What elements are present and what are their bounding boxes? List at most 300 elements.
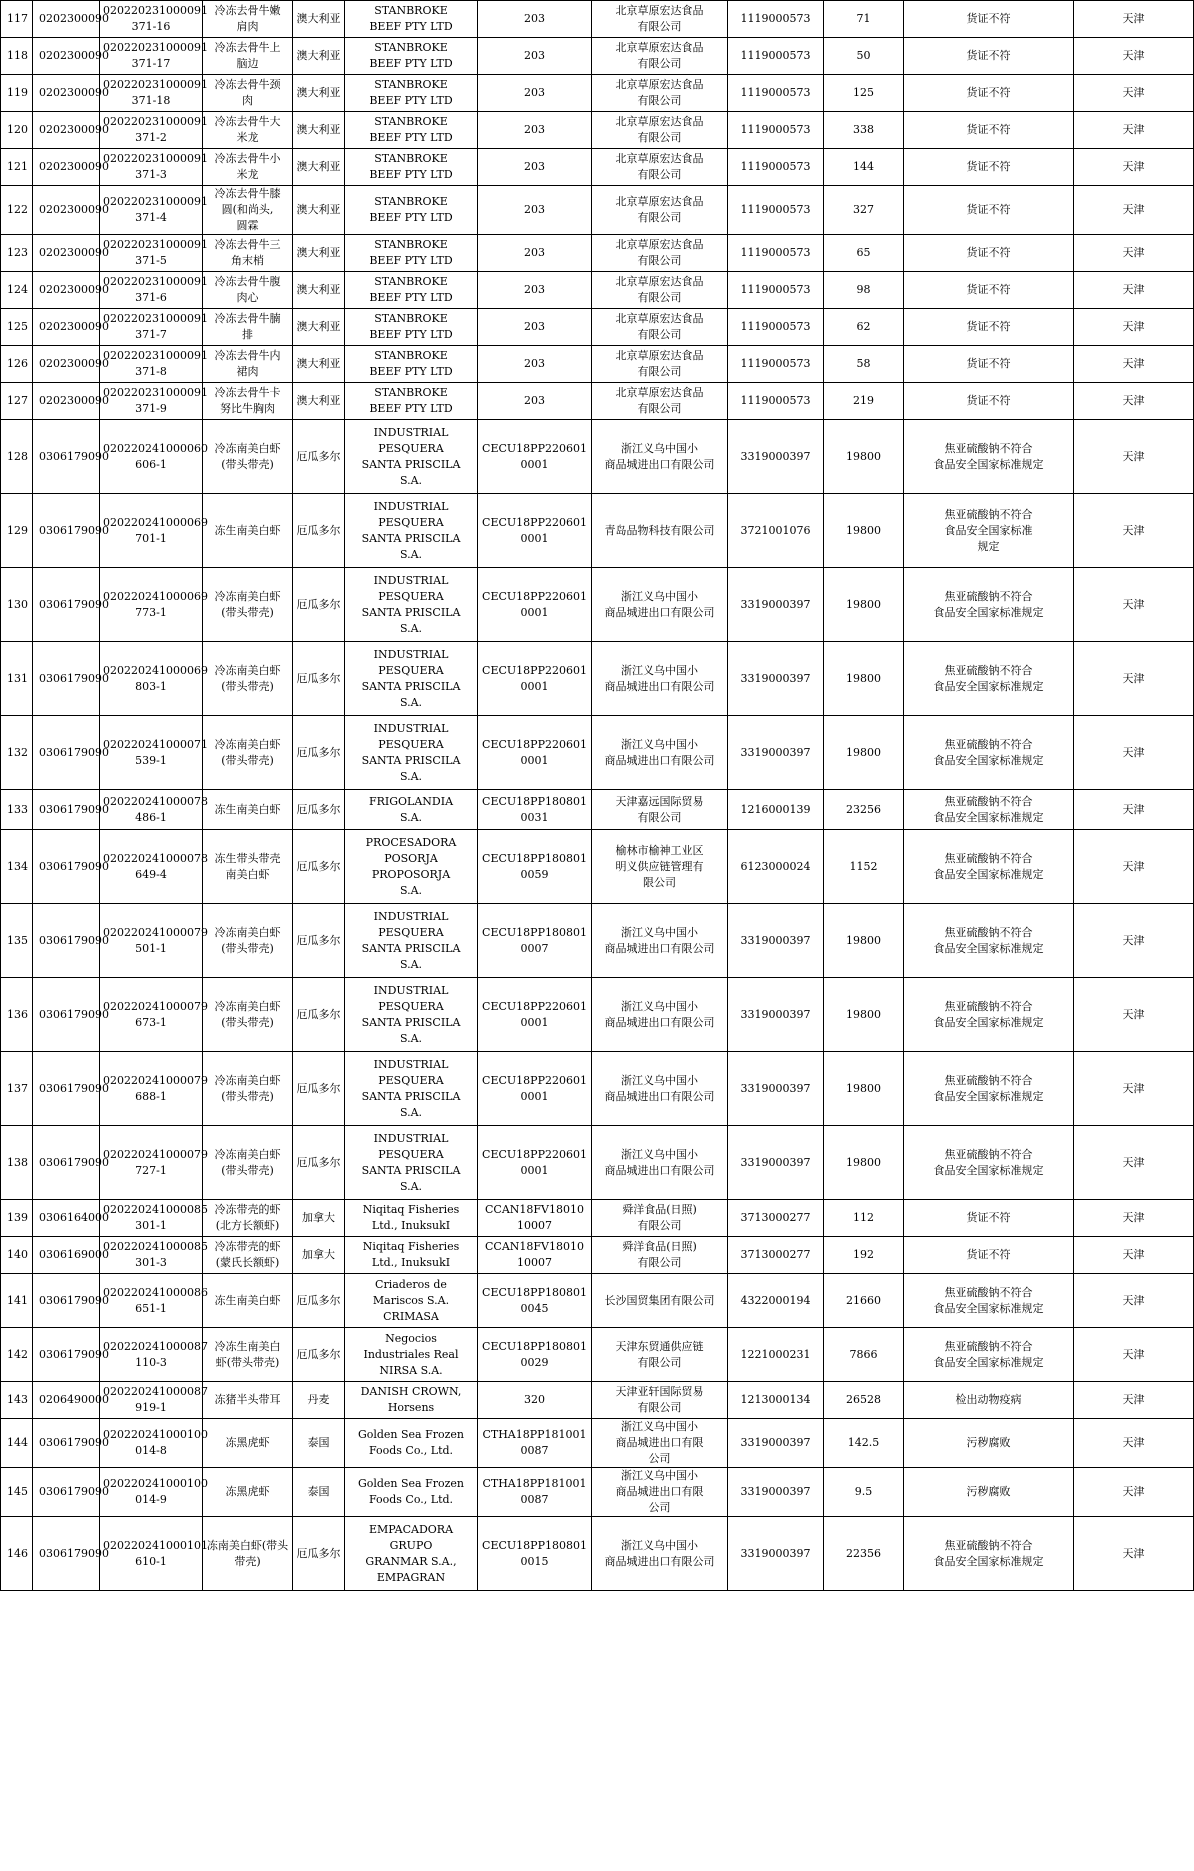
table-row [1,1328,1194,1382]
cell-manufacturer: INDUSTRIAL PESQUERA SANTA PRISCILA S.A. [345,642,478,716]
cell-manufacturer: Criaderos de Mariscos S.A. CRIMASA [345,1274,478,1328]
cell-port: 天津 [1074,383,1194,420]
cell-row-number: 129 [1,494,33,568]
cell-reason: 货证不符 [904,1237,1074,1274]
cell-origin-country: 厄瓜多尔 [293,568,345,642]
cell-importer-code: 4322000194 [728,1274,824,1328]
cell-importer-code: 1213000134 [728,1382,824,1419]
cell-port: 天津 [1074,494,1194,568]
cell-registration-number: CECU18PP220601 0001 [478,1052,592,1126]
table-row [1,420,1194,494]
cell-importer: 北京草原宏达食品 有限公司 [592,272,728,309]
cell-declaration-number: 020220231000091 371-3 [100,149,203,186]
cell-manufacturer: Negocios Industriales Real NIRSA S.A. [345,1328,478,1382]
cell-hs-code: 0202300090 [33,309,100,346]
table-row [1,75,1194,112]
cell-registration-number: CCAN18FV18010 10007 [478,1200,592,1237]
cell-origin-country: 厄瓜多尔 [293,494,345,568]
cell-product-name: 冷冻去骨牛卡 努比牛胸肉 [203,383,293,420]
cell-importer-code: 1221000231 [728,1328,824,1382]
cell-reason: 货证不符 [904,186,1074,235]
cell-registration-number: 203 [478,309,592,346]
cell-origin-country: 澳大利亚 [293,112,345,149]
cell-port: 天津 [1074,1,1194,38]
cell-reason: 货证不符 [904,112,1074,149]
cell-port: 天津 [1074,830,1194,904]
cell-manufacturer: INDUSTRIAL PESQUERA SANTA PRISCILA S.A. [345,568,478,642]
cell-importer: 北京草原宏达食品 有限公司 [592,112,728,149]
cell-importer-code: 1119000573 [728,75,824,112]
cell-declaration-number: 020220241000079 501-1 [100,904,203,978]
cell-origin-country: 加拿大 [293,1237,345,1274]
cell-importer: 浙江义乌中国小 商品城进出口有限 公司 [592,1468,728,1517]
cell-registration-number: 203 [478,235,592,272]
table-row [1,38,1194,75]
cell-port: 天津 [1074,75,1194,112]
cell-hs-code: 0306179090 [33,1052,100,1126]
cell-importer: 天津东贸通供应链 有限公司 [592,1328,728,1382]
cell-row-number: 145 [1,1468,33,1517]
cell-origin-country: 澳大利亚 [293,309,345,346]
cell-port: 天津 [1074,904,1194,978]
cell-weight: 19800 [824,420,904,494]
table-row [1,1126,1194,1200]
cell-weight: 19800 [824,716,904,790]
cell-reason: 焦亚硫酸钠不符合 食品安全国家标准规定 [904,1052,1074,1126]
cell-hs-code: 0206490000 [33,1382,100,1419]
cell-hs-code: 0202300090 [33,235,100,272]
cell-origin-country: 厄瓜多尔 [293,420,345,494]
cell-product-name: 冷冻去骨牛小 米龙 [203,149,293,186]
cell-declaration-number: 020220231000091 371-2 [100,112,203,149]
cell-weight: 65 [824,235,904,272]
cell-row-number: 126 [1,346,33,383]
cell-origin-country: 澳大利亚 [293,346,345,383]
cell-registration-number: CECU18PP220601 0001 [478,716,592,790]
cell-product-name: 冷冻南美白虾 (带头带壳) [203,1052,293,1126]
cell-registration-number: CECU18PP180801 0031 [478,790,592,830]
cell-origin-country: 厄瓜多尔 [293,1328,345,1382]
cell-weight: 58 [824,346,904,383]
cell-registration-number: 203 [478,112,592,149]
cell-importer: 舜洋食品(日照) 有限公司 [592,1200,728,1237]
cell-hs-code: 0202300090 [33,112,100,149]
cell-origin-country: 厄瓜多尔 [293,904,345,978]
cell-weight: 219 [824,383,904,420]
cell-manufacturer: STANBROKE BEEF PTY LTD [345,1,478,38]
cell-importer-code: 3319000397 [728,904,824,978]
cell-declaration-number: 020220241000087 919-1 [100,1382,203,1419]
cell-weight: 19800 [824,978,904,1052]
cell-origin-country: 澳大利亚 [293,235,345,272]
cell-product-name: 冷冻南美白虾 (带头带壳) [203,420,293,494]
cell-reason: 焦亚硫酸钠不符合 食品安全国家标准规定 [904,642,1074,716]
cell-manufacturer: DANISH CROWN, Horsens [345,1382,478,1419]
cell-weight: 19800 [824,568,904,642]
cell-hs-code: 0202300090 [33,272,100,309]
table-row [1,383,1194,420]
cell-manufacturer: STANBROKE BEEF PTY LTD [345,235,478,272]
cell-importer: 北京草原宏达食品 有限公司 [592,1,728,38]
cell-manufacturer: INDUSTRIAL PESQUERA SANTA PRISCILA S.A. [345,494,478,568]
cell-row-number: 139 [1,1200,33,1237]
cell-importer: 北京草原宏达食品 有限公司 [592,235,728,272]
cell-origin-country: 厄瓜多尔 [293,790,345,830]
table-row [1,978,1194,1052]
cell-weight: 327 [824,186,904,235]
cell-importer-code: 3319000397 [728,1419,824,1468]
cell-reason: 焦亚硫酸钠不符合 食品安全国家标准规定 [904,568,1074,642]
cell-declaration-number: 020220231000091 371-5 [100,235,203,272]
cell-reason: 焦亚硫酸钠不符合 食品安全国家标准规定 [904,904,1074,978]
cell-registration-number: 320 [478,1382,592,1419]
cell-port: 天津 [1074,1126,1194,1200]
cell-weight: 19800 [824,904,904,978]
cell-manufacturer: FRIGOLANDIA S.A. [345,790,478,830]
cell-weight: 338 [824,112,904,149]
cell-manufacturer: Niqitaq Fisheries Ltd., InuksukI [345,1200,478,1237]
cell-manufacturer: Golden Sea Frozen Foods Co., Ltd. [345,1419,478,1468]
cell-manufacturer: Golden Sea Frozen Foods Co., Ltd. [345,1468,478,1517]
cell-declaration-number: 020220241000078 486-1 [100,790,203,830]
table-row [1,494,1194,568]
cell-row-number: 140 [1,1237,33,1274]
cell-port: 天津 [1074,272,1194,309]
cell-importer: 浙江义乌中国小 商品城进出口有限公司 [592,642,728,716]
cell-hs-code: 0306179090 [33,716,100,790]
cell-port: 天津 [1074,1274,1194,1328]
cell-weight: 19800 [824,1052,904,1126]
cell-declaration-number: 020220241000085 301-3 [100,1237,203,1274]
cell-product-name: 冻猪半头带耳 [203,1382,293,1419]
cell-declaration-number: 020220231000091 371-4 [100,186,203,235]
cell-product-name: 冻生南美白虾 [203,1274,293,1328]
cell-registration-number: CECU18PP220601 0001 [478,494,592,568]
cell-manufacturer: STANBROKE BEEF PTY LTD [345,149,478,186]
cell-port: 天津 [1074,186,1194,235]
cell-registration-number: CTHA18PP181001 0087 [478,1419,592,1468]
cell-hs-code: 0202300090 [33,1,100,38]
cell-registration-number: CECU18PP180801 0059 [478,830,592,904]
cell-weight: 26528 [824,1382,904,1419]
cell-port: 天津 [1074,112,1194,149]
cell-hs-code: 0306179090 [33,1328,100,1382]
cell-registration-number: CECU18PP220601 0001 [478,978,592,1052]
cell-row-number: 121 [1,149,33,186]
cell-importer: 浙江义乌中国小 商品城进出口有限公司 [592,420,728,494]
cell-registration-number: CECU18PP220601 0001 [478,420,592,494]
cell-row-number: 144 [1,1419,33,1468]
cell-manufacturer: PROCESADORA POSORJA PROPOSORJA S.A. [345,830,478,904]
cell-row-number: 127 [1,383,33,420]
table-row [1,235,1194,272]
cell-importer-code: 1119000573 [728,112,824,149]
cell-reason: 焦亚硫酸钠不符合 食品安全国家标准规定 [904,1328,1074,1382]
cell-weight: 144 [824,149,904,186]
cell-declaration-number: 020220241000069 773-1 [100,568,203,642]
cell-row-number: 138 [1,1126,33,1200]
cell-registration-number: CCAN18FV18010 10007 [478,1237,592,1274]
cell-row-number: 136 [1,978,33,1052]
cell-hs-code: 0202300090 [33,186,100,235]
cell-origin-country: 厄瓜多尔 [293,716,345,790]
cell-weight: 19800 [824,642,904,716]
cell-product-name: 冻南美白虾(带头 带壳) [203,1517,293,1591]
cell-weight: 9.5 [824,1468,904,1517]
cell-hs-code: 0306179090 [33,1468,100,1517]
cell-port: 天津 [1074,1382,1194,1419]
cell-row-number: 125 [1,309,33,346]
table-row [1,1,1194,38]
cell-product-name: 冷冻去骨牛上 脑边 [203,38,293,75]
cell-product-name: 冻生南美白虾 [203,494,293,568]
cell-importer: 浙江义乌中国小 商品城进出口有限公司 [592,1517,728,1591]
cell-port: 天津 [1074,309,1194,346]
cell-declaration-number: 020220241000079 727-1 [100,1126,203,1200]
cell-importer-code: 3319000397 [728,716,824,790]
cell-reason: 货证不符 [904,383,1074,420]
cell-origin-country: 澳大利亚 [293,1,345,38]
cell-reason: 污秽腐败 [904,1468,1074,1517]
cell-hs-code: 0306179090 [33,1517,100,1591]
cell-row-number: 131 [1,642,33,716]
cell-importer: 浙江义乌中国小 商品城进出口有限公司 [592,1126,728,1200]
cell-product-name: 冷冻去骨牛膝 圆(和尚头, 圆霖 [203,186,293,235]
cell-origin-country: 厄瓜多尔 [293,642,345,716]
cell-importer-code: 3319000397 [728,1126,824,1200]
cell-weight: 98 [824,272,904,309]
cell-declaration-number: 020220241000086 651-1 [100,1274,203,1328]
cell-importer-code: 1119000573 [728,186,824,235]
cell-row-number: 132 [1,716,33,790]
cell-port: 天津 [1074,790,1194,830]
cell-weight: 7866 [824,1328,904,1382]
cell-reason: 货证不符 [904,1,1074,38]
cell-origin-country: 厄瓜多尔 [293,1052,345,1126]
cell-product-name: 冷冻去骨牛三 角末梢 [203,235,293,272]
cell-manufacturer: STANBROKE BEEF PTY LTD [345,383,478,420]
cell-origin-country: 泰国 [293,1419,345,1468]
cell-weight: 112 [824,1200,904,1237]
cell-importer-code: 1119000573 [728,235,824,272]
cell-importer: 舜洋食品(日照) 有限公司 [592,1237,728,1274]
table-row [1,642,1194,716]
cell-product-name: 冷冻生南美白 虾(带头带壳) [203,1328,293,1382]
cell-weight: 125 [824,75,904,112]
cell-hs-code: 0306179090 [33,1419,100,1468]
cell-manufacturer: STANBROKE BEEF PTY LTD [345,112,478,149]
cell-row-number: 141 [1,1274,33,1328]
cell-weight: 192 [824,1237,904,1274]
cell-port: 天津 [1074,420,1194,494]
cell-reason: 货证不符 [904,149,1074,186]
cell-registration-number: 203 [478,38,592,75]
cell-manufacturer: STANBROKE BEEF PTY LTD [345,346,478,383]
cell-product-name: 冷冻去骨牛大 米龙 [203,112,293,149]
cell-manufacturer: STANBROKE BEEF PTY LTD [345,186,478,235]
cell-declaration-number: 020220231000091 371-9 [100,383,203,420]
cell-registration-number: CECU18PP180801 0015 [478,1517,592,1591]
cell-port: 天津 [1074,1517,1194,1591]
cell-declaration-number: 020220231000091 371-18 [100,75,203,112]
cell-manufacturer: INDUSTRIAL PESQUERA SANTA PRISCILA S.A. [345,978,478,1052]
cell-origin-country: 加拿大 [293,1200,345,1237]
cell-reason: 货证不符 [904,1200,1074,1237]
cell-reason: 焦亚硫酸钠不符合 食品安全国家标准规定 [904,716,1074,790]
cell-importer: 天津亚轩国际贸易 有限公司 [592,1382,728,1419]
cell-manufacturer: INDUSTRIAL PESQUERA SANTA PRISCILA S.A. [345,1126,478,1200]
cell-port: 天津 [1074,38,1194,75]
table-row [1,1052,1194,1126]
cell-reason: 货证不符 [904,235,1074,272]
cell-port: 天津 [1074,978,1194,1052]
cell-hs-code: 0202300090 [33,346,100,383]
table-row [1,186,1194,235]
cell-hs-code: 0306179090 [33,790,100,830]
cell-reason: 焦亚硫酸钠不符合 食品安全国家标准规定 [904,790,1074,830]
table-row [1,309,1194,346]
cell-reason: 货证不符 [904,309,1074,346]
cell-importer-code: 3319000397 [728,978,824,1052]
table-row [1,1419,1194,1468]
cell-hs-code: 0306179090 [33,1126,100,1200]
cell-registration-number: 203 [478,346,592,383]
cell-reason: 焦亚硫酸钠不符合 食品安全国家标准规定 [904,978,1074,1052]
cell-importer: 浙江义乌中国小 商品城进出口有限 公司 [592,1419,728,1468]
cell-importer-code: 3713000277 [728,1237,824,1274]
cell-declaration-number: 020220241000087 110-3 [100,1328,203,1382]
cell-row-number: 117 [1,1,33,38]
table-row [1,1468,1194,1517]
cell-port: 天津 [1074,346,1194,383]
cell-hs-code: 0306164000 [33,1200,100,1237]
cell-registration-number: CECU18PP220601 0001 [478,568,592,642]
cell-weight: 19800 [824,494,904,568]
cell-row-number: 143 [1,1382,33,1419]
cell-product-name: 冻黑虎虾 [203,1419,293,1468]
cell-row-number: 120 [1,112,33,149]
cell-row-number: 122 [1,186,33,235]
cell-declaration-number: 020220241000085 301-1 [100,1200,203,1237]
cell-registration-number: CECU18PP220601 0001 [478,642,592,716]
cell-importer: 青岛品物科技有限公司 [592,494,728,568]
cell-port: 天津 [1074,1468,1194,1517]
cell-origin-country: 澳大利亚 [293,75,345,112]
cell-manufacturer: STANBROKE BEEF PTY LTD [345,309,478,346]
cell-origin-country: 澳大利亚 [293,272,345,309]
cell-registration-number: 203 [478,186,592,235]
cell-importer: 榆林市榆神工业区 明义供应链管理有 限公司 [592,830,728,904]
table-row [1,1237,1194,1274]
cell-importer: 长沙国贸集团有限公司 [592,1274,728,1328]
cell-manufacturer: STANBROKE BEEF PTY LTD [345,272,478,309]
cell-registration-number: 203 [478,272,592,309]
cell-importer-code: 1119000573 [728,309,824,346]
cell-declaration-number: 020220241000100 014-9 [100,1468,203,1517]
cell-row-number: 118 [1,38,33,75]
cell-port: 天津 [1074,716,1194,790]
cell-importer: 北京草原宏达食品 有限公司 [592,75,728,112]
cell-reason: 检出动物疫病 [904,1382,1074,1419]
cell-importer-code: 1119000573 [728,38,824,75]
cell-reason: 货证不符 [904,346,1074,383]
cell-importer: 北京草原宏达食品 有限公司 [592,186,728,235]
cell-port: 天津 [1074,642,1194,716]
cell-registration-number: CECU18PP180801 0007 [478,904,592,978]
cell-importer: 北京草原宏达食品 有限公司 [592,149,728,186]
cell-hs-code: 0306179090 [33,904,100,978]
cell-registration-number: 203 [478,75,592,112]
cell-weight: 142.5 [824,1419,904,1468]
cell-manufacturer: INDUSTRIAL PESQUERA SANTA PRISCILA S.A. [345,420,478,494]
cell-product-name: 冻生带头带壳 南美白虾 [203,830,293,904]
table-row [1,272,1194,309]
cell-declaration-number: 020220241000069 803-1 [100,642,203,716]
cell-declaration-number: 020220231000091 371-6 [100,272,203,309]
cell-product-name: 冷冻南美白虾 (带头带壳) [203,904,293,978]
table-row [1,346,1194,383]
cell-reason: 污秽腐败 [904,1419,1074,1468]
cell-registration-number: CECU18PP180801 0029 [478,1328,592,1382]
cell-row-number: 146 [1,1517,33,1591]
cell-hs-code: 0306179090 [33,830,100,904]
cell-importer-code: 3319000397 [728,1468,824,1517]
cell-declaration-number: 020220241000060 606-1 [100,420,203,494]
cell-registration-number: CECU18PP180801 0045 [478,1274,592,1328]
table-row [1,149,1194,186]
table-row [1,716,1194,790]
cell-hs-code: 0202300090 [33,383,100,420]
table-row [1,1517,1194,1591]
cell-importer-code: 6123000024 [728,830,824,904]
table-row [1,1382,1194,1419]
cell-product-name: 冷冻南美白虾 (带头带壳) [203,568,293,642]
table-row [1,112,1194,149]
cell-product-name: 冷冻去骨牛内 裙肉 [203,346,293,383]
cell-row-number: 123 [1,235,33,272]
cell-reason: 焦亚硫酸钠不符合 食品安全国家标准规定 [904,1517,1074,1591]
cell-port: 天津 [1074,1237,1194,1274]
cell-importer: 浙江义乌中国小 商品城进出口有限公司 [592,568,728,642]
cell-port: 天津 [1074,1200,1194,1237]
cell-reason: 焦亚硫酸钠不符合 食品安全国家标准 规定 [904,494,1074,568]
table-row [1,1200,1194,1237]
cell-port: 天津 [1074,1419,1194,1468]
cell-port: 天津 [1074,568,1194,642]
cell-port: 天津 [1074,235,1194,272]
cell-row-number: 142 [1,1328,33,1382]
cell-hs-code: 0202300090 [33,38,100,75]
cell-manufacturer: INDUSTRIAL PESQUERA SANTA PRISCILA S.A. [345,716,478,790]
cell-row-number: 119 [1,75,33,112]
cell-row-number: 134 [1,830,33,904]
cell-reason: 货证不符 [904,38,1074,75]
cell-importer: 浙江义乌中国小 商品城进出口有限公司 [592,716,728,790]
cell-manufacturer: STANBROKE BEEF PTY LTD [345,38,478,75]
cell-importer-code: 1119000573 [728,1,824,38]
cell-importer-code: 3319000397 [728,420,824,494]
cell-product-name: 冷冻南美白虾 (带头带壳) [203,642,293,716]
cell-importer: 浙江义乌中国小 商品城进出口有限公司 [592,1052,728,1126]
cell-importer: 北京草原宏达食品 有限公司 [592,309,728,346]
cell-product-name: 冷冻去骨牛嫩 肩肉 [203,1,293,38]
cell-manufacturer: EMPACADORA GRUPO GRANMAR S.A., EMPAGRAN [345,1517,478,1591]
cell-hs-code: 0202300090 [33,75,100,112]
cell-hs-code: 0306179090 [33,568,100,642]
cell-hs-code: 0306179090 [33,494,100,568]
cell-registration-number: CTHA18PP181001 0087 [478,1468,592,1517]
table-row [1,790,1194,830]
